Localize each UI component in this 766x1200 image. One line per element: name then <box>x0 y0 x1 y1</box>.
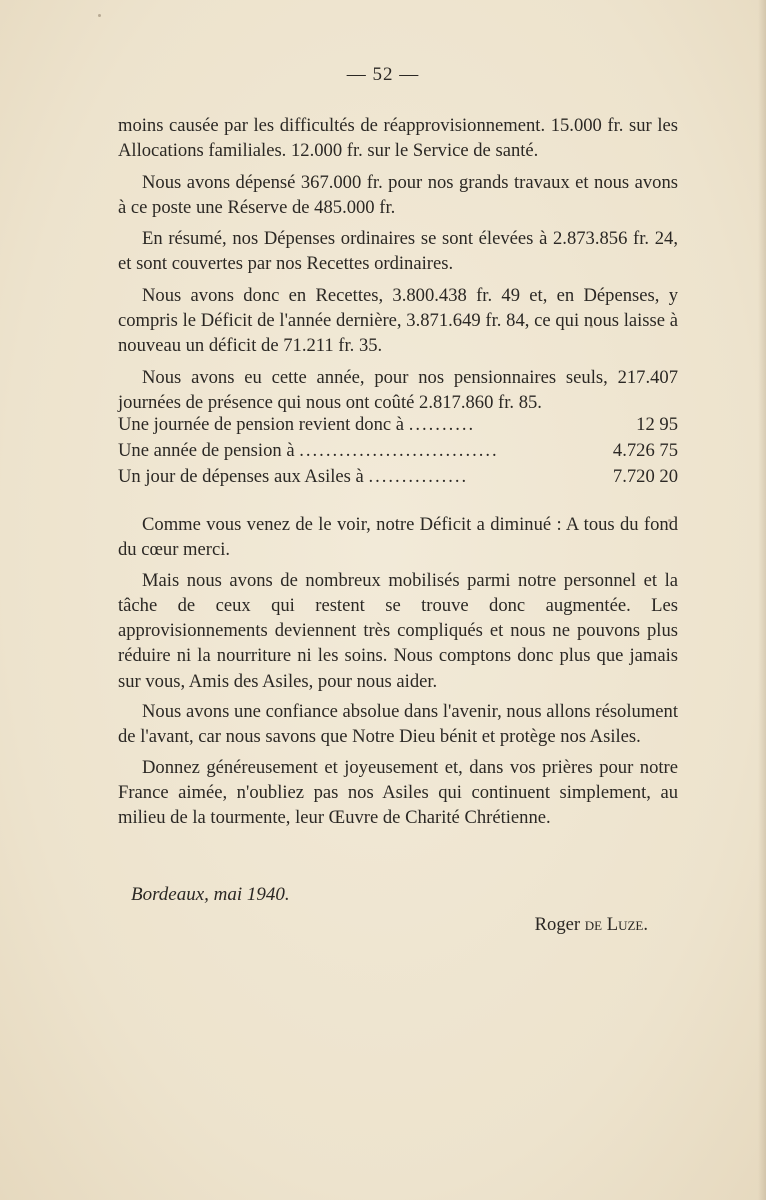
paper-speck <box>590 325 593 328</box>
paragraph: Nous avons donc en Recettes, 3.800.438 fr. 49 et, en Dépenses, y compris le Déficit de l'année dernière, 3.871.649 fr. 84, ce qui nous laisse à nouveau un déficit de 71.211 fr. 35. <box>118 284 678 357</box>
cost-line <box>118 438 678 464</box>
cost-line-label: Une journée de pension revient donc à <box>118 414 405 435</box>
cost-line <box>118 464 678 490</box>
paragraph: Nous avons eu cette année, pour nos pensionnaires seuls, 217.407 journées de présence qui nous ont coûté 2.817.860 fr. 85. <box>118 366 678 413</box>
paragraph: moins causée par les difficultés de réapprovisionnement. 15.000 fr. sur les Allocations familiales. 12.000 fr. sur le Service de santé. <box>118 115 678 162</box>
body-text-bottom <box>118 512 678 836</box>
cost-line-label: Un jour de dépenses aux Asiles à <box>118 466 364 487</box>
leader-dots: .............................. <box>299 440 499 461</box>
cost-line <box>118 412 678 438</box>
paragraph: Donnez généreusement et joyeusement et, dans vos prières pour notre France aimée, n'oubliez pas nos Asiles qui continuent simplement, au milieu de la tourmente, leur Œuvre de Charité Chrétienne. <box>118 756 678 829</box>
signature-first-name: Roger <box>534 914 581 935</box>
signature-surname: de Luze. <box>584 914 648 935</box>
page-edge-shadow <box>758 0 766 1200</box>
leader-dots: .......... <box>408 414 476 435</box>
paragraph: Comme vous venez de le voir, notre Déficit a diminué : A tous du fond du cœur merci. <box>118 514 678 561</box>
paper-speck <box>98 14 101 17</box>
cost-summary-lines <box>118 412 678 490</box>
paragraph: Nous avons dépensé 367.000 fr. pour nos grands travaux et nous avons à ce poste une Réserve de 485.000 fr. <box>118 171 678 218</box>
cost-line-value: 7.720 20 <box>612 466 678 487</box>
cost-line-value: 12 95 <box>636 414 678 435</box>
paragraph: Mais nous avons de nombreux mobilisés parmi notre personnel et la tâche de ceux qui restent se trouve donc augmentée. Les approvisionnements deviennent très compliqués et nous ne pouvons plus réduire ni la nourriture ni les soins. Nous comptons donc plus que jamais sur vous, Amis des Asiles, pour nous aider. <box>118 569 678 692</box>
page-number: — 52 — <box>346 64 420 85</box>
leader-dots: ............... <box>368 466 469 487</box>
body-text-top <box>118 113 678 421</box>
cost-line-label: Une année de pension à <box>118 440 295 461</box>
place-and-date: Bordeaux, mai 1940. <box>131 884 290 905</box>
signature <box>535 914 648 936</box>
paragraph: Nous avons une confiance absolue dans l'avenir, nous allons résolument de l'avant, car nous savons que Notre Dieu bénit et protège nos Asiles. <box>118 701 678 748</box>
paper-speck <box>668 519 671 522</box>
cost-line-value: 4.726 75 <box>612 440 678 461</box>
paragraph: En résumé, nos Dépenses ordinaires se sont élevées à 2.873.856 fr. 24, et sont couvertes par nos Recettes ordinaires. <box>118 228 678 275</box>
